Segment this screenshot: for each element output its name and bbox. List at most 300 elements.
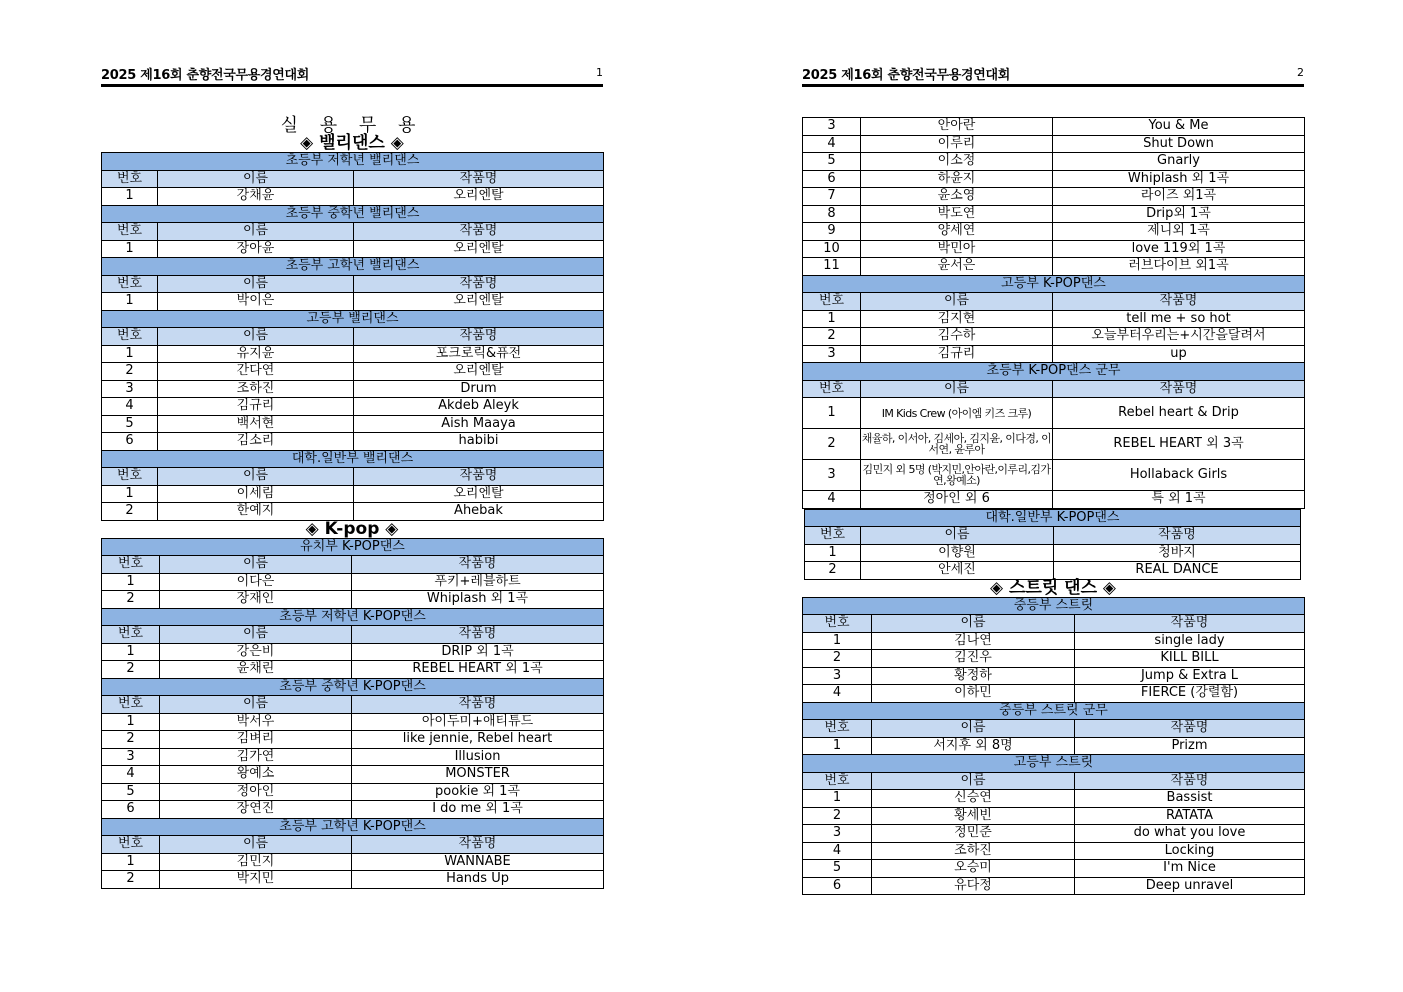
entry-work: 라이즈 외1곡 (1053, 188, 1305, 206)
entry-number: 1 (102, 643, 160, 661)
entry-work: Prizm (1075, 737, 1305, 755)
entry-number: 4 (102, 398, 158, 416)
table-row (102, 398, 604, 416)
entry-name: 왕예소 (160, 766, 352, 784)
entry-work: Locking (1075, 842, 1305, 860)
table-row (803, 650, 1305, 668)
column-header-work: 작품명 (354, 170, 604, 188)
entry-name: 강채윤 (158, 188, 354, 206)
entry-number: 5 (102, 415, 158, 433)
table-row (803, 188, 1305, 206)
entry-work: 오리엔탈 (354, 293, 604, 311)
entry-work: RATATA (1075, 807, 1305, 825)
entry-number: 1 (803, 310, 861, 328)
table-row (102, 240, 604, 258)
column-header-name: 이름 (158, 170, 354, 188)
column-header-name: 이름 (861, 527, 1054, 545)
table-row (102, 485, 604, 503)
kpop-group-body (803, 363, 1305, 509)
table-row (102, 731, 604, 749)
column-header-number: 번호 (803, 720, 872, 738)
entry-number: 5 (803, 860, 872, 878)
main-title: 실 용 무 용 (280, 115, 424, 136)
entry-work: 청바지 (1054, 544, 1301, 562)
entry-work: pookie 외 1곡 (352, 783, 604, 801)
entry-name: 서지후 외 8명 (872, 737, 1075, 755)
entry-name: 박서우 (160, 713, 352, 731)
table-row (803, 429, 1305, 460)
column-header-row (102, 275, 604, 293)
entry-number: 2 (803, 328, 861, 346)
entry-number: 2 (102, 661, 160, 679)
entry-name: 조하진 (158, 380, 354, 398)
entry-work: 오리엔탈 (354, 363, 604, 381)
entry-name: 장재인 (160, 591, 352, 609)
section-title-kpop: ◈ K-pop ◈ (305, 518, 399, 539)
kpop-table (101, 538, 604, 889)
entry-work: Hollaback Girls (1053, 460, 1305, 491)
column-header-number: 번호 (102, 556, 160, 574)
entry-name: 안세진 (861, 562, 1054, 580)
entry-name: IM Kids Crew (아이엠 키즈 크루) (861, 398, 1053, 429)
entry-name: 이향원 (861, 544, 1054, 562)
entry-number: 2 (102, 591, 160, 609)
entry-name: 정민준 (872, 825, 1075, 843)
entry-name: 황정하 (872, 667, 1075, 685)
column-header-name: 이름 (160, 626, 352, 644)
entry-number: 3 (803, 667, 872, 685)
entry-name: 백서현 (158, 415, 354, 433)
category-title: 유치부 K-POP댄스 (102, 538, 604, 556)
entry-work: Drip외 1곡 (1053, 205, 1305, 223)
page-number: 2 (1297, 66, 1304, 79)
category-title: 초등부 K-POP댄스 군무 (803, 363, 1305, 381)
entry-name: 이루리 (861, 135, 1053, 153)
column-header-work: 작품명 (352, 626, 604, 644)
column-header-row (102, 328, 604, 346)
entry-number: 2 (102, 503, 158, 521)
entry-number: 6 (102, 801, 160, 819)
entry-number: 3 (102, 380, 158, 398)
entry-name: 하윤지 (861, 170, 1053, 188)
entry-name: 김민지 외 5명 (박지민,안아란,이루리,김가연,왕예소) (861, 460, 1053, 491)
entry-number: 3 (803, 825, 872, 843)
entry-work: Shut Down (1053, 135, 1305, 153)
column-header-row (102, 223, 604, 241)
entry-work: Drum (354, 380, 604, 398)
entry-number: 2 (805, 562, 861, 580)
column-header-row (805, 527, 1301, 545)
page-header (802, 64, 1304, 87)
category-row (102, 310, 604, 328)
category-title: 중등부 스트릿 군무 (803, 702, 1305, 720)
entry-work: FIERCE (강렬함) (1075, 685, 1305, 703)
entry-number: 11 (803, 258, 861, 276)
entry-work: WANNABE (352, 853, 604, 871)
column-header-work: 작품명 (354, 223, 604, 241)
entry-name: 윤채린 (160, 661, 352, 679)
category-title: 초등부 중학년 K-POP댄스 (102, 678, 604, 696)
entry-work: do what you love (1075, 825, 1305, 843)
table-row (102, 591, 604, 609)
entry-number: 3 (803, 118, 861, 136)
entry-number: 1 (102, 853, 160, 871)
table-row (102, 748, 604, 766)
entry-number: 2 (102, 363, 158, 381)
category-row (803, 275, 1305, 293)
table-row (102, 415, 604, 433)
entry-work: Ahebak (354, 503, 604, 521)
entry-work: KILL BILL (1075, 650, 1305, 668)
table-row (102, 573, 604, 591)
entry-name: 이하민 (872, 685, 1075, 703)
entry-number: 8 (803, 205, 861, 223)
entry-number: 1 (102, 240, 158, 258)
entry-number: 1 (102, 573, 160, 591)
entry-name: 김규리 (861, 345, 1053, 363)
entry-name: 한예지 (158, 503, 354, 521)
entry-number: 6 (803, 170, 861, 188)
column-header-name: 이름 (160, 556, 352, 574)
entry-number: 2 (102, 871, 160, 889)
column-header-work: 작품명 (352, 696, 604, 714)
entry-number: 10 (803, 240, 861, 258)
entry-number: 2 (803, 807, 872, 825)
column-header-work: 작품명 (1075, 772, 1305, 790)
column-header-work: 작품명 (1053, 293, 1305, 311)
column-header-number: 번호 (803, 772, 872, 790)
category-title: 고등부 스트릿 (803, 755, 1305, 773)
entry-work: MONSTER (352, 766, 604, 784)
header-title: 2025 제16회 춘향전국무용경연대회 (802, 68, 1011, 83)
column-header-number: 번호 (805, 527, 861, 545)
entry-name: 김가연 (160, 748, 352, 766)
entry-work: Bassist (1075, 790, 1305, 808)
entry-number: 2 (803, 429, 861, 460)
category-row (102, 818, 604, 836)
entry-number: 1 (102, 713, 160, 731)
entry-work: habibi (354, 433, 604, 451)
table-row (803, 328, 1305, 346)
entry-name: 박이은 (158, 293, 354, 311)
category-row (102, 258, 604, 276)
table-row (803, 345, 1305, 363)
category-row (803, 755, 1305, 773)
entry-work: Whiplash 외 1곡 (352, 591, 604, 609)
kpop-continued-table (802, 117, 1305, 509)
entry-work: 특 외 1곡 (1053, 491, 1305, 509)
entry-number: 3 (803, 460, 861, 491)
table-row (803, 491, 1305, 509)
entry-number: 1 (803, 790, 872, 808)
entry-work: Aish Maaya (354, 415, 604, 433)
entry-name: 정아인 (160, 783, 352, 801)
entry-work: 아이두미+애티튜드 (352, 713, 604, 731)
entry-name: 오승미 (872, 860, 1075, 878)
table-row (803, 807, 1305, 825)
entry-name: 장아윤 (158, 240, 354, 258)
category-title: 초등부 고학년 밸리댄스 (102, 258, 604, 276)
column-header-number: 번호 (102, 468, 158, 486)
category-title: 초등부 중학년 밸리댄스 (102, 205, 604, 223)
column-header-name: 이름 (158, 275, 354, 293)
column-header-work: 작품명 (1053, 380, 1305, 398)
category-row (102, 153, 604, 171)
entry-number: 4 (803, 685, 872, 703)
entry-number: 1 (803, 737, 872, 755)
column-header-row (803, 615, 1305, 633)
column-header-name: 이름 (158, 328, 354, 346)
entry-work: tell me + so hot (1053, 310, 1305, 328)
entry-number: 4 (803, 491, 861, 509)
entry-work: I'm Nice (1075, 860, 1305, 878)
entry-name: 김소리 (158, 433, 354, 451)
entry-work: 푸키+레블하트 (352, 573, 604, 591)
entry-work: 오리엔탈 (354, 188, 604, 206)
table-row (803, 632, 1305, 650)
column-header-row (102, 626, 604, 644)
entry-number: 5 (803, 153, 861, 171)
entry-number: 6 (803, 877, 872, 895)
table-row (803, 310, 1305, 328)
entry-name: 박도연 (861, 205, 1053, 223)
column-header-name: 이름 (158, 468, 354, 486)
section-title-belly: ◈ 밸리댄스 ◈ (300, 133, 404, 153)
table-row (102, 661, 604, 679)
category-title: 초등부 저학년 밸리댄스 (102, 153, 604, 171)
entry-name: 김수하 (861, 328, 1053, 346)
entry-number: 6 (102, 433, 158, 451)
entry-name: 이소정 (861, 153, 1053, 171)
category-row (102, 538, 604, 556)
entry-work: REBEL HEART 외 3곡 (1053, 429, 1305, 460)
column-header-row (102, 836, 604, 854)
entry-work: You & Me (1053, 118, 1305, 136)
category-title: 초등부 저학년 K-POP댄스 (102, 608, 604, 626)
table-row (102, 345, 604, 363)
right-content (802, 117, 1304, 895)
entry-name: 김벼리 (160, 731, 352, 749)
entry-name: 윤소영 (861, 188, 1053, 206)
table-row (102, 433, 604, 451)
category-title: 대학.일반부 K-POP댄스 (805, 509, 1301, 527)
entry-number: 4 (102, 766, 160, 784)
entry-name: 강은비 (160, 643, 352, 661)
table-row (102, 871, 604, 889)
column-header-work: 작품명 (354, 275, 604, 293)
column-header-row (803, 720, 1305, 738)
entry-name: 김진우 (872, 650, 1075, 668)
entry-name: 양세연 (861, 223, 1053, 241)
column-header-number: 번호 (803, 615, 872, 633)
column-header-name: 이름 (872, 720, 1075, 738)
entry-name: 김민지 (160, 853, 352, 871)
entry-name: 김지현 (861, 310, 1053, 328)
column-header-row (803, 293, 1305, 311)
kpop-college-table (804, 509, 1301, 580)
entry-work: 러브다이브 외1곡 (1053, 258, 1305, 276)
column-header-work: 작품명 (1075, 615, 1305, 633)
entry-work: love 119외 1곡 (1053, 240, 1305, 258)
belly-dance-table (101, 152, 604, 521)
entry-work: 포크로릭&퓨전 (354, 345, 604, 363)
table-row (803, 153, 1305, 171)
category-row (102, 205, 604, 223)
header-title: 2025 제16회 춘향전국무용경연대회 (101, 68, 310, 83)
column-header-number: 번호 (102, 328, 158, 346)
table-row (805, 544, 1301, 562)
entry-number: 7 (803, 188, 861, 206)
street-dance-table (802, 597, 1305, 896)
table-row (102, 801, 604, 819)
kpop-body (102, 538, 604, 888)
table-row (803, 685, 1305, 703)
table-row (803, 737, 1305, 755)
table-row (805, 562, 1301, 580)
entry-work: 제니외 1곡 (1053, 223, 1305, 241)
entry-number: 2 (803, 650, 872, 668)
entry-work: 오리엔탈 (354, 485, 604, 503)
table-row (102, 643, 604, 661)
entry-work: I do me 외 1곡 (352, 801, 604, 819)
category-row (803, 363, 1305, 381)
entry-name: 간다연 (158, 363, 354, 381)
category-title: 고등부 밸리댄스 (102, 310, 604, 328)
column-header-work: 작품명 (354, 328, 604, 346)
table-row (803, 842, 1305, 860)
entry-name: 박민아 (861, 240, 1053, 258)
entry-work: Deep unravel (1075, 877, 1305, 895)
entry-work: DRIP 외 1곡 (352, 643, 604, 661)
page-header (101, 64, 603, 87)
column-header-number: 번호 (102, 170, 158, 188)
table-row (803, 398, 1305, 429)
column-header-number: 번호 (102, 223, 158, 241)
table-row (803, 460, 1305, 491)
entry-name: 장연진 (160, 801, 352, 819)
table-row (803, 118, 1305, 136)
column-header-number: 번호 (803, 380, 861, 398)
entry-number: 9 (803, 223, 861, 241)
page-number: 1 (596, 66, 603, 79)
column-header-number: 번호 (102, 626, 160, 644)
column-header-row (803, 380, 1305, 398)
entry-work: Akdeb Aleyk (354, 398, 604, 416)
entry-name: 채율하, 이서아, 김세아, 김지윤, 이다경, 이서연, 윤루아 (861, 429, 1053, 460)
table-row (102, 783, 604, 801)
entry-number: 1 (102, 485, 158, 503)
entry-name: 이다은 (160, 573, 352, 591)
entry-number: 1 (102, 293, 158, 311)
column-header-name: 이름 (872, 772, 1075, 790)
entry-name: 김나연 (872, 632, 1075, 650)
table-row (102, 766, 604, 784)
table-row (102, 188, 604, 206)
entry-work: Whiplash 외 1곡 (1053, 170, 1305, 188)
entry-name: 이세림 (158, 485, 354, 503)
table-row (102, 363, 604, 381)
column-header-number: 번호 (102, 275, 158, 293)
entry-name: 조하진 (872, 842, 1075, 860)
column-header-work: 작품명 (1054, 527, 1301, 545)
column-header-row (102, 696, 604, 714)
entry-number: 1 (803, 632, 872, 650)
table-row (102, 380, 604, 398)
category-row (805, 509, 1301, 527)
table-row (803, 240, 1305, 258)
table-row (102, 853, 604, 871)
column-header-name: 이름 (861, 380, 1053, 398)
category-title: 고등부 K-POP댄스 (803, 275, 1305, 293)
entry-name: 김규리 (158, 398, 354, 416)
entry-work: REBEL HEART 외 1곡 (352, 661, 604, 679)
kpop-continued-body (803, 118, 1305, 276)
entry-name: 박지민 (160, 871, 352, 889)
entry-work: Hands Up (352, 871, 604, 889)
category-row (102, 608, 604, 626)
table-row (803, 258, 1305, 276)
column-header-row (102, 556, 604, 574)
column-header-work: 작품명 (352, 556, 604, 574)
column-header-work: 작품명 (352, 836, 604, 854)
entry-work: Gnarly (1053, 153, 1305, 171)
entry-work: up (1053, 345, 1305, 363)
column-header-name: 이름 (861, 293, 1053, 311)
entry-number: 1 (803, 398, 861, 429)
entry-number: 4 (803, 135, 861, 153)
category-title: 초등부 고학년 K-POP댄스 (102, 818, 604, 836)
column-header-number: 번호 (102, 696, 160, 714)
belly-dance-body (102, 153, 604, 521)
column-header-number: 번호 (102, 836, 160, 854)
entry-name: 안아란 (861, 118, 1053, 136)
entry-number: 1 (102, 345, 158, 363)
table-row (102, 713, 604, 731)
table-row (803, 825, 1305, 843)
category-row (803, 597, 1305, 615)
kpop-college-body (805, 509, 1301, 579)
column-header-row (102, 468, 604, 486)
entry-number: 3 (102, 748, 160, 766)
table-row (102, 503, 604, 521)
entry-work: Jump & Extra L (1075, 667, 1305, 685)
entry-name: 황세빈 (872, 807, 1075, 825)
entry-work: Illusion (352, 748, 604, 766)
entry-number: 2 (102, 731, 160, 749)
table-row (803, 170, 1305, 188)
column-header-name: 이름 (872, 615, 1075, 633)
entry-work: Rebel heart & Drip (1053, 398, 1305, 429)
section-title-street: ◈ 스트릿 댄스 ◈ (989, 577, 1116, 598)
column-header-name: 이름 (160, 836, 352, 854)
entry-work: 오리엔탈 (354, 240, 604, 258)
entry-work: single lady (1075, 632, 1305, 650)
column-header-name: 이름 (158, 223, 354, 241)
table-row (803, 877, 1305, 895)
category-title: 중등부 스트릿 (803, 597, 1305, 615)
category-row (803, 702, 1305, 720)
entry-work: 오늘부터우리는+시간을달려서 (1053, 328, 1305, 346)
table-row (803, 223, 1305, 241)
column-header-work: 작품명 (354, 468, 604, 486)
entry-work: REAL DANCE (1054, 562, 1301, 580)
category-row (102, 450, 604, 468)
entry-name: 유지윤 (158, 345, 354, 363)
entry-number: 5 (102, 783, 160, 801)
entry-name: 정아인 외 6 (861, 491, 1053, 509)
left-content (101, 117, 603, 889)
table-row (803, 205, 1305, 223)
